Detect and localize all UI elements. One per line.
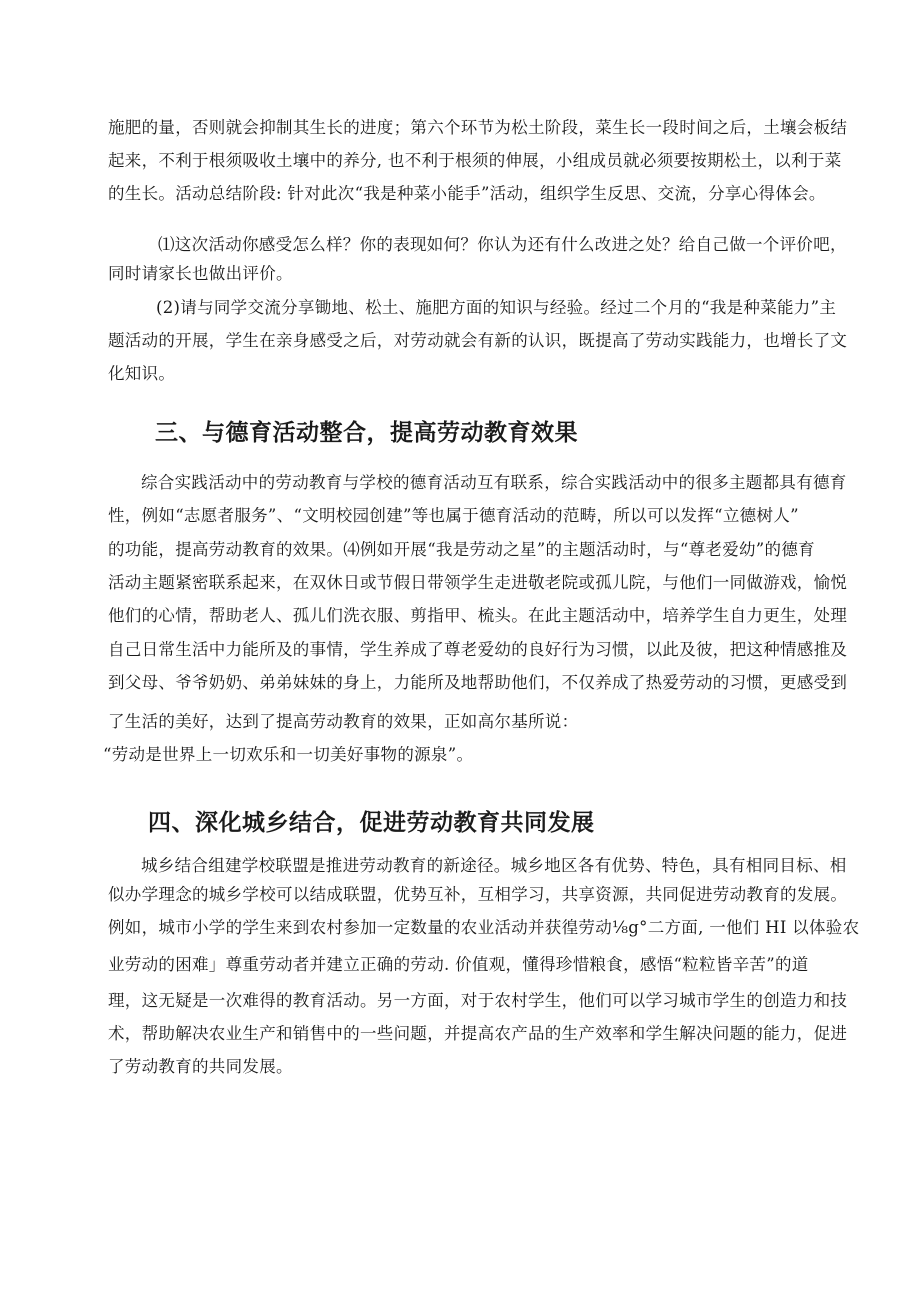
paragraph-line: 自己日常生活中力能所及的事情，学生养成了尊老爱幼的良好行为习惯，以此及彼，把这种情感推及 — [108, 640, 848, 659]
paragraph-line: 理，这无疑是一次难得的教育活动。另一方面，对于农村学生，他们可以学习城市学生的创造力和技 — [108, 991, 848, 1010]
paragraph-line: 施肥的量，否则就会抑制其生长的进度；第六个环节为松土阶段，菜生长一段时间之后，土壤会板结 — [108, 118, 848, 137]
list-item-line: 化知识。 — [108, 364, 176, 383]
paragraph-line: 城乡结合组建学校联盟是推进劳动教育的新途径。城乡地区各有优势、特色，具有相同目标、相 — [141, 856, 847, 875]
list-item-line: 题活动的开展，学生在亲身感受之后，对劳动就会有新的认识，既提高了劳动实践能力，也增长了文 — [108, 331, 848, 350]
paragraph-line: 性，例如“志愿者服务”、“文明校园创建”等也属于德育活动的范畴，所以可以发挥“立德树人” — [108, 506, 799, 525]
paragraph-line: 例如，城市小学的学生来到农村参加一定数量的农业活动并获徨劳动⅛g°二方面, 一他们 HI 以体验农 — [108, 918, 860, 937]
quote-line: “劳动是世界上一切欢乐和一切美好事物的源泉”。 — [103, 745, 474, 764]
paragraph-line: 了劳动教育的共同发展。 — [108, 1057, 293, 1076]
paragraph-line: 综合实践活动中的劳动教育与学校的德育活动互有联系，综合实践活动中的很多主题都具有德育 — [141, 473, 847, 492]
paragraph-line: 的生长。活动总结阶段: 针对此次“我是种菜小能手”活动，组织学生反思、交流，分享心得体会。 — [108, 184, 826, 203]
list-item-line: ⑴这次活动你感受怎么样？你的表现如何？你认为还有什么改进之处？给自己做一个评价吧， — [158, 235, 847, 254]
paragraph-line: 了生活的美好，达到了提高劳动教育的效果，正如高尔基所说： — [108, 712, 579, 731]
paragraph-line: 他们的心情，帮助老人、孤儿们洗衣服、剪指甲、梳头。在此主题活动中，培养学生自力更生，处理 — [108, 606, 848, 625]
paragraph-line: 业劳动的困难」尊重劳动者并建立正确的劳动. 价值观，懂得珍惜粮食，感悟“粒粒皆辛苦”的道 — [108, 955, 809, 974]
list-item-line: (2)请与同学交流分享锄地、松土、施肥方面的知识与经验。经过二个月的“我是种菜能力”主 — [156, 298, 837, 317]
list-item-line: 同时请家长也做出评价。 — [108, 264, 293, 283]
paragraph-line: 术，帮助解决农业生产和销售中的一些问题，并提高农产品的生产效率和学生解决问题的能力，促进 — [108, 1024, 848, 1043]
section-heading: 三、与德育活动整合，提高劳动教育效果 — [155, 420, 578, 446]
section-heading: 四、深化城乡结合，促进劳动教育共同发展 — [148, 810, 595, 836]
paragraph-line: 起来，不利于根须吸收土壤中的养分, 也不利于根须的伸展，小组成员就必须要按期松土，以利于菜 — [108, 151, 842, 170]
paragraph-line: 的功能，提高劳动教育的效果。⑷例如开展“我是劳动之星”的主题活动时，与“尊老爱幼”的德育 — [108, 540, 815, 559]
paragraph-line: 似办学理念的城乡学校可以结成联盟，优势互补，互相学习，共享资源，共同促进劳动教育的发展。 — [108, 885, 848, 904]
paragraph-line: 到父母、爷爷奶奶、弟弟妹妹的身上，力能所及地帮助他们，不仅养成了热爱劳动的习惯，更感受到 — [108, 673, 848, 692]
paragraph-line: 活动主题紧密联系起来，在双休日或节假日带领学生走进敬老院或孤儿院，与他们一同做游戏，愉悦 — [108, 573, 848, 592]
